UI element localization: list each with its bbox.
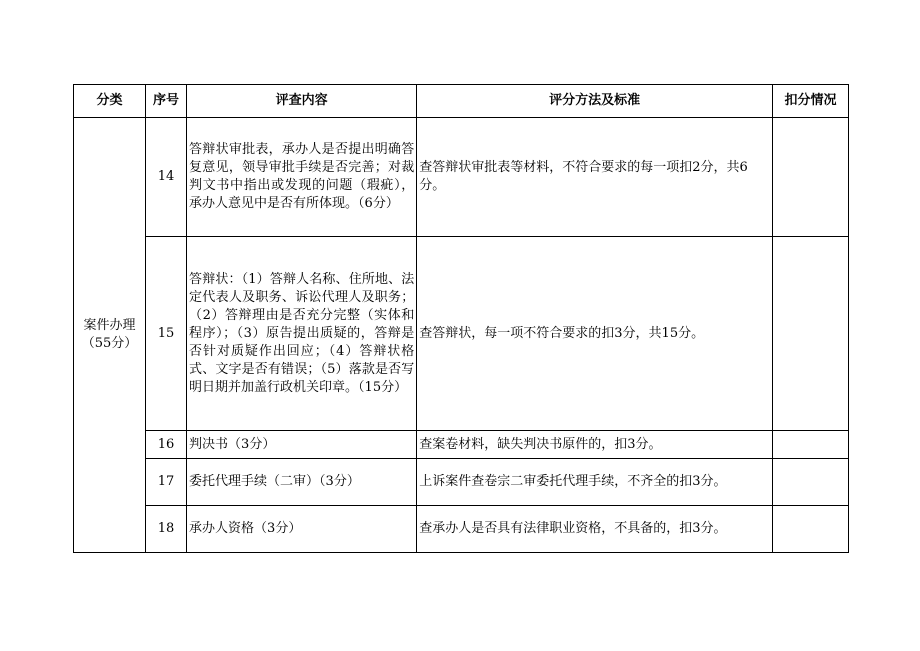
row-content: 委托代理手续（二审）（3分） — [187, 459, 417, 506]
row-deduction[interactable] — [772, 431, 848, 459]
category-cell — [74, 118, 146, 553]
evaluation-table — [73, 84, 849, 553]
table-row — [74, 118, 849, 237]
row-number: 15 — [145, 237, 186, 431]
row-number: 17 — [145, 459, 186, 506]
row-deduction[interactable] — [772, 506, 848, 553]
table-row — [74, 237, 849, 431]
header-method: 评分方法及标准 — [417, 85, 773, 118]
row-content: 答辩状审批表，承办人是否提出明确答复意见，领导审批手续是否完善；对裁判文书中指出或发现的问题（瑕疵），承办人意见中是否有所体现。（6分） — [187, 118, 417, 237]
row-method: 查承办人是否具有法律职业资格，不具备的，扣3分。 — [417, 506, 773, 553]
row-deduction[interactable] — [772, 118, 848, 237]
row-method: 上诉案件查卷宗二审委托代理手续，不齐全的扣3分。 — [417, 459, 773, 506]
row-deduction[interactable] — [772, 237, 848, 431]
row-method: 查答辩状，每一项不符合要求的扣3分，共15分。 — [417, 237, 773, 431]
row-method: 查答辩状审批表等材料，不符合要求的每一项扣2分，共6分。 — [417, 118, 773, 237]
row-method: 查案卷材料，缺失判决书原件的，扣3分。 — [417, 431, 773, 459]
row-deduction[interactable] — [772, 459, 848, 506]
row-content: 承办人资格（3分） — [187, 506, 417, 553]
header-number: 序号 — [145, 85, 186, 118]
row-number: 18 — [145, 506, 186, 553]
row-content: 判决书（3分） — [187, 431, 417, 459]
row-number: 16 — [145, 431, 186, 459]
header-category: 分类 — [74, 85, 146, 118]
category-points: （55分） — [81, 336, 138, 351]
header-row — [74, 85, 849, 118]
table-row — [74, 431, 849, 459]
category-name: 案件办理 — [83, 318, 136, 333]
header-content: 评查内容 — [187, 85, 417, 118]
table-row — [74, 506, 849, 553]
header-deduction: 扣分情况 — [772, 85, 848, 118]
table-row — [74, 459, 849, 506]
row-number: 14 — [145, 118, 186, 237]
row-content: 答辩状：（1）答辩人名称、住所地、法定代表人及职务、诉讼代理人及职务；（2）答辩理由是否充分完整（实体和程序）；（3）原告提出质疑的，答辩是否针对质疑作出回应；（4）答辩状格式、文字是否有错误；（5）落款是否写明日期并加盖行政机关印章。（15分） — [187, 237, 417, 431]
